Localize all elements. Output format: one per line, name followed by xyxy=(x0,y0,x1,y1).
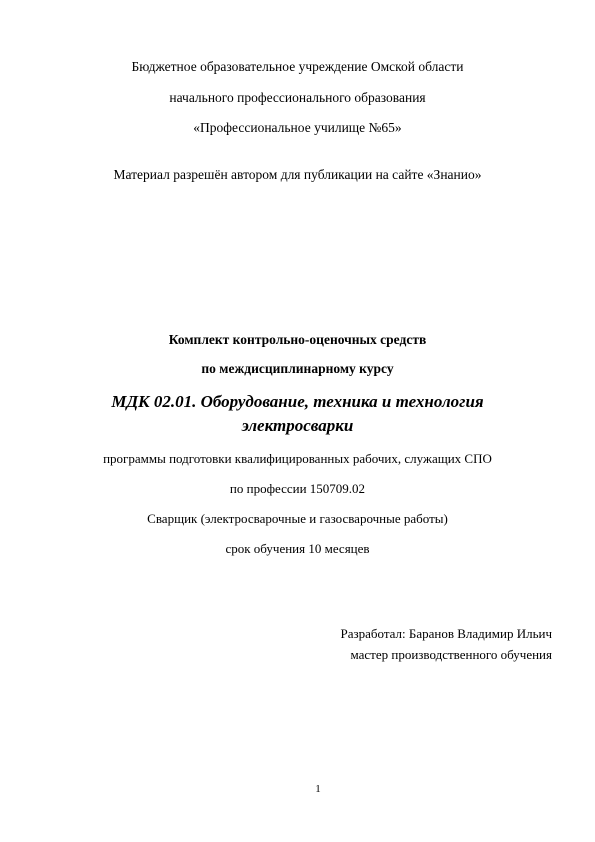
developer-position: мастер производственного обучения xyxy=(350,647,552,662)
program-line: программы подготовки квалифицированных рабочих, служащих СПО xyxy=(103,451,492,466)
institution-type: начального профессионального образования xyxy=(169,90,426,105)
duration-line: срок обучения 10 месяцев xyxy=(225,541,370,556)
specialty-line: Сварщик (электросварочные и газосварочные работы) xyxy=(147,511,448,526)
course-subtitle: по междисциплинарному курсу xyxy=(201,361,394,376)
page-number: 1 xyxy=(315,783,321,795)
developer-name: Разработал: Баранов Владимир Ильич xyxy=(340,626,552,641)
course-title-line-2: электросварки xyxy=(241,416,354,435)
course-title-line-1: МДК 02.01. Оборудование, техника и технология xyxy=(111,392,484,411)
kit-title: Комплект контрольно-оценочных средств xyxy=(168,332,427,347)
permission-note: Материал разрешён автором для публикации на сайте «Знанио» xyxy=(113,167,482,182)
profession-line: по профессии 150709.02 xyxy=(229,481,366,496)
institution-title: «Профессиональное училище №65» xyxy=(193,120,402,135)
institution-name: Бюджетное образовательное учреждение Омской области xyxy=(131,59,464,74)
